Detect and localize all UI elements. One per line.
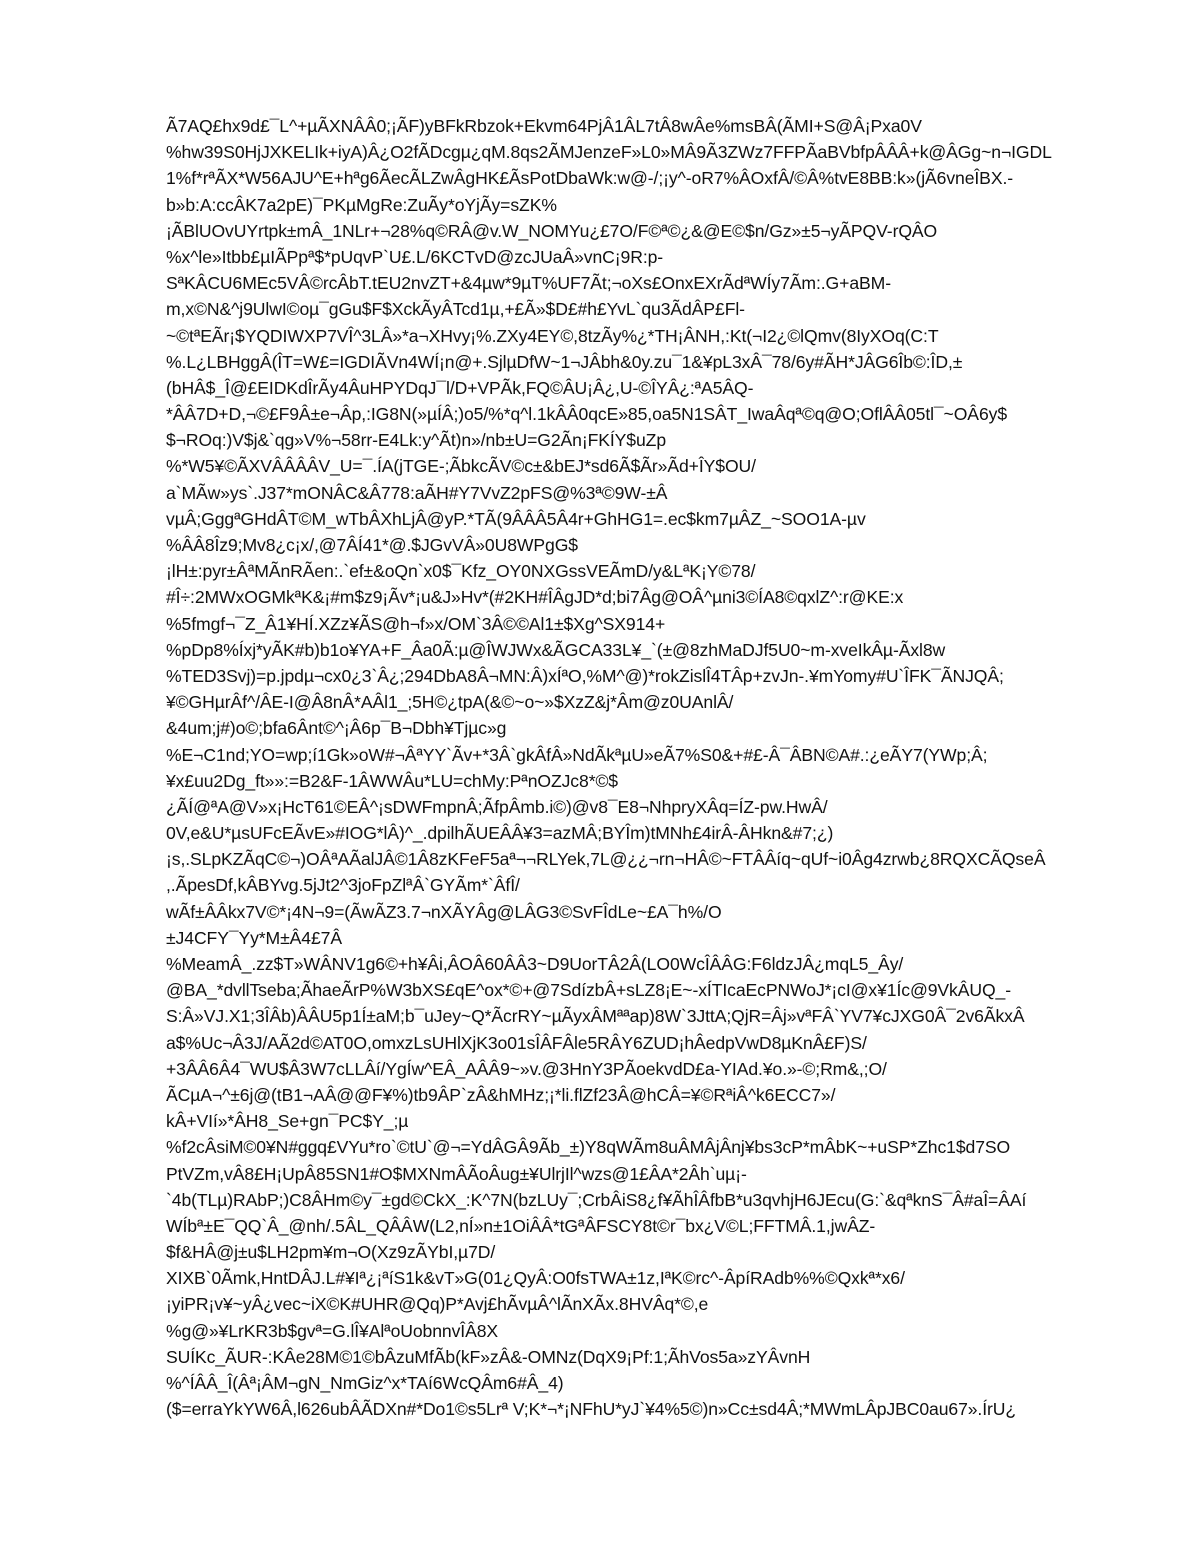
text-line: 1%f*rªÃX*W56AJU^E+hªg6ÃecÃLZwÂgHK£ÃsPotDbaWk:w@-/;¡y^-oR7%ÂOxfÂ/©Â%tvE8BB:k»(jÃ6vneÎBX.- xyxy=(166,168,1013,189)
text-line: SUÍKc_ÃUR-:KÂe28M©1©bÂzuMfÃb(kF»zÂ&-OMNz(DqX9¡Pf:1;ÃhVos5a»zYÂvnH xyxy=(166,1346,811,1367)
text-line: S:Â»VJ.X1;3ÎÂb)ÂÂU5p1Í±aM;b¯uJey~Q*ÃcrRY~µÃyxÂMªªap)8W`3JttA;QjR=Âj»vªFÂ`YV7¥cJXG0Â¯2v6ÃkxÂ xyxy=(166,1006,1025,1027)
text-line: a$%Uc¬Â3J/AÃ2d©AT0O,omxzLsUHlXjK3o01sÎÂFÂle5RÂY6ZUD¡hÂedpVwD8µKnÂ£F)S/ xyxy=(166,1032,867,1053)
text-line: kÂ+VIí»*ÂH8_Se+gn¯PC$Y_;µ xyxy=(166,1111,409,1132)
text-line: 0V,e&U*µsUFcEÃvE»#IOG*lÂ)^_.dpilhÃUEÂÂ¥3=azMÂ;BYÎm)tMNh£4irÂ-ÂHkn&#7;¿) xyxy=(166,823,834,844)
text-line: $¬ROq:)V$j&`qg»V%¬58rr-E4Lk:y^Ãt)n»/nb±U=G2Ãn¡FKÍY$uZp xyxy=(166,430,666,451)
text-line: ~©tªEÃr¡$YQDIWXP7VÎ^3LÂ»*a¬XHvy¡%.ZXy4EY©,8tzÃy%¿*TH¡ÂNH,:Kt(¬I2¿©lQmv(8IyXOq(C:T xyxy=(166,325,939,346)
text-line: %TED3Svj)=p.jpdµ¬cx0¿3`Â¿;294DbA8Â¬MN:Â)xÍªO,%M^@)*rokZislÎ4TÂp+zvJn-.¥mYomy#U`ÎFK¯ÃNJQÂ; xyxy=(166,665,1004,686)
text-line: %pDp8%Íxj*yÃK#b)b1o¥YA+F_Âa0Ã:µ@ÎWJWx&ÃGCA33L¥_`(±@8zhMaDJf5U0~m-xveIkÂµ-Ãxl8w xyxy=(166,639,946,660)
text-line: %ÂÂ8Îz9;Mv8¿c¡x/,@7ÂÍ41*@.$JGvVÂ»0U8WPgG$ xyxy=(166,535,578,555)
text-line: %E¬C1nd;YO=wp;í1Gk»oW#¬ÂªYY`Ãv+*3Â`gkÂfÂ»NdÃkªµU»eÃ7%S0&+#£-Â¯ÂBN©A#.:¿eÃY7(YWp;Â; xyxy=(166,744,988,765)
text-line: @BA_*dvllTseba;ÃhaeÃrP%W3bXS£qE^ox*©+@7SdízbÂ+sLZ8¡E~-xÍTIcaEcPNWoJ*¡cI@x¥1Íc@9VkÂUQ_- xyxy=(166,980,1012,1001)
text-line: wÃf±ÂÂkx7V©*¡4N¬9=(ÃwÃZ3.7¬nXÃYÂg@LÂG3©SvFÎdLe~£A¯h%/O xyxy=(166,901,722,922)
text-line: #Î÷:2MWxOGMkªK&¡#m$z9¡Ãv*¡u&J»Hv*(#2KH#ÎÂgJD*d;bi7Âg@OÂ^µni3©ÍA8©qxlZ^:r@KE:x xyxy=(166,587,904,608)
text-line: PtVZm,vÂ8£H¡UpÂ85SN1#O$MXNmÂÃoÂug±¥UlrjIl^wzs@1£ÂA*2Âh`uµ¡- xyxy=(166,1163,747,1184)
text-line: %hw39S0HjJXKELIk+iyA)Â¿O2fÃDcgµ¿qM.8qs2ÃMJenzeF»L0»MÂ9Ã3ZWz7FFPÃaBVbfpÂÂÂ+k@ÂGg~n¬IGDL xyxy=(166,142,1052,163)
text-line: ¡yiPR¡v¥~yÂ¿vec~iX©K#UHR@Qq)P*Avj£hÃvµÂ^lÃnXÃx.8HVÂq*©,e xyxy=(166,1294,709,1315)
text-line: %MeamÂ_.zz$T»WÂNV1g6©+h¥Âi,ÂOÂ60ÂÂ3~D9UorTÂ2Â(LO0WcÎÂÂG:F6ldzJÂ¿mqL5_Ây/ xyxy=(166,954,904,974)
text-line: SªKÂCU6MEc5VÂ©rcÂbT.tEU2nvZT+&4µw*9µT%UF7Ãt;¬oXs£OnxEXrÃdªWÍy7Ãm:.G+aBM- xyxy=(166,273,891,294)
text-line: %^ÍÂÂ_Î(Âª¡ÂM¬gN_NmGiz^x*TAí6WcQÂm6#Â_4) xyxy=(166,1373,564,1393)
text-line: ¡ÃBlUOvUYrtpk±mÂ_1NLr+¬28%q©RÂ@v.W_NOMYu¿£7O/F©ª©¿&@E©$n/Gz»±5¬yÃPQV-rQÂO xyxy=(166,220,938,241)
text-line: ¥x£uu2Dg_ft»»:=B2&F-1ÂWWÂu*LU=chMy:PªnOZJc8*©$ xyxy=(166,770,618,791)
text-line: %5fmgf¬¯Z_Â1¥HÍ.XZz¥ÃS@h¬f»x/OM`3Â©©Al1±$Xg^SX914+ xyxy=(166,613,666,634)
text-line: %x^le»Itbb£µIÃPpª$*pUqvP`U£.L/6KCTvD@zcJUaÂ»vnC¡9R:p- xyxy=(166,246,664,267)
text-line: ,.ÃpesDf,kÂBYvg.5jJt2^3joFpZlªÂ`GYÃm*`ÂfÎ/ xyxy=(166,875,520,896)
text-line: ±J4CFY¯Yy*M±Â4£7Â xyxy=(166,927,342,948)
text-line: m,x©N&^j9UlwI©oµ¯gGu$F$XckÃyÂTcd1µ,+£Ã»$D£#h£YvL`qu3ÃdÂP£Fl- xyxy=(166,299,745,320)
text-line: ÃCµA¬^±6j@(tB1¬AÂ@@F¥%)tb9ÂP`zÂ&hMHz;¡*li.flZf23Â@hCÂ=¥©RªiÂ^k6ECC7»/ xyxy=(166,1084,836,1105)
text-line: %.L¿LBHggÂ(ÎT=W£=IGDIÃVn4WÍ¡n@+.SjlµDfW~1¬JÂbh&0y.zu¯1&¥pL3xÂ¯78/6y#ÃH*JÂG6Îb©:ÎD,± xyxy=(166,351,963,372)
text-line: $f&HÂ@j±u$LH2pm¥m¬O(Xz9zÃYbI,µ7D/ xyxy=(166,1242,496,1263)
text-line: +3ÂÂ6Â4¯WU$Â3W7cLLÂí/YgÍw^EÂ_AÂÂ9~»v.@3HnY3PÃoekvdD£a-YIAd.¥o.»-©;Rm&,;O/ xyxy=(166,1058,887,1079)
document-body xyxy=(166,113,1156,1422)
text-line: vµÂ;GggªGHdÂT©M_wTbÂXhLjÂ@yP.*TÃ(9ÂÂÂ5Â4r+GhHG1=.ec$km7µÂZ_~SOO1A-µv xyxy=(166,508,866,529)
text-line: ¡s,.SLpKZÃqC©¬)OÂªAÃalJÂ©1Â8zKFeF5aª¬¬RLYek,7L@¿¿¬rn¬HÂ©~FTÂÂíq~qUf~i0Âg4zrwb¿8RQXCÃQseÂ xyxy=(166,849,1046,870)
text-line: ($=erraYkYW6Â,l626ubÂÃDXn#*Do1©s5Lrª V;K*¬*¡NFhU*yJ`¥4%5©)n»Cc±sd4Â;*MWmLÂpJBC0au67».ÍrU¿ xyxy=(166,1399,1017,1420)
text-line: b»b:A:ccÂK7a2pE)¯PKµMgRe:ZuÃy*oYjÃy=sZK% xyxy=(166,194,557,215)
text-line: WÍbª±E¯QQ`Â_@nh/.5ÂL_QÂÂW(L2,nÍ»n±1OiÂÂ*tGªÂFSCY8t©r¯bx¿V©L;FFTMÂ.1,jwÂZ- xyxy=(166,1215,876,1236)
text-line: XIXB`0Ãmk,HntDÂJ.L#¥Iª¿¡ªíS1k&vT»G(01¿QyÂ:O0fsTWA±1z,IªK©rc^-ÂpíRAdb%%©Qxkª*x6/ xyxy=(166,1268,905,1289)
text-line: ¥©GHµrÂf^/ÂE-I@Â8nÂ*AÂl1_;5H©¿tpA(&©~o~»$XzZ&j*Âm@z0UAnlÂ/ xyxy=(166,692,734,713)
text-line: %g@»¥LrKR3b$gvª=G.lÎ¥AlªoUobnnvÎÂ8X xyxy=(166,1320,499,1341)
text-line: %*W5¥©ÃXVÂÂÂÂV_U=¯.ÍA(jTGE-;ÃbkcÃV©c±&bEJ*sd6Ã$Ãr»Ãd+ÎY$OU/ xyxy=(166,456,756,477)
text-line: `4b(TLµ)RAbP;)C8ÂHm©y¯±gd©CkX_:K^7N(bzLUy¯;CrbÂiS8¿f¥ÃhÎÂfbB*u3qvhjH6JEcu(G:`&qªknS¯Â#aÎ=ÂAí xyxy=(166,1189,1027,1210)
text-line: (bHÂ$_Î@£EIDKdÎrÃy4ÂuHPYDqJ¯l/D+VPÃk,FQ©ÂU¡Â¿,U-©ÎYÂ¿:ªA5ÂQ- xyxy=(166,377,754,398)
text-line: Ã7AQ£hx9d£¯L^+µÃXNÂÂ0;¡ÃF)yBFkRbzok+Ekvm64PjÂ1ÂL7tÂ8wÂe%msBÂ(ÃMI+S@Â¡Pxa0V xyxy=(166,116,922,136)
text-line: ¡lH±:pyr±ÂªMÃnRÃen:.`ef±&oQn`x0$¯Kfz_OY0NXGssVEÃmD/y&LªK¡Y©78/ xyxy=(166,561,756,582)
text-line: a`MÃw»ys`.J37*mONÂC&Â778:aÃH#Y7VvZ2pFS@%3ª©9W-±Â xyxy=(166,482,668,503)
text-line: ¿ÃÍ@ªA@V»x¡HcT61©EÂ^¡sDWFmpnÂ;ÃfpÂmb.i©)@v8¯E8¬NhpryXÂq=ÍZ-pw.HwÂ/ xyxy=(166,796,828,817)
text-line: &4um;j#)o©;bfa6Ânt©^¡Â6p¯B¬Dbh¥Tjµc»g xyxy=(166,718,507,739)
text-line: *ÂÂ7D+D,¬©£F9Â±e¬Âp,:IG8N(»µÍÂ;)o5/%*q^l.1kÂÂ0qcE»85,oa5N1SÂT_IwaÂqª©q@O;OflÂÂ05tl¯~OÂ6y$ xyxy=(166,404,1008,425)
text-line: %f2cÂsiM©0¥N#ggq£VYu*ro`©tU`@¬=YdÂGÂ9Ãb_±)Y8qWÃm8uÂMÂjÂnj¥bs3cP*mÂbK~+uSP*Zhc1$d7SO xyxy=(166,1137,1011,1158)
